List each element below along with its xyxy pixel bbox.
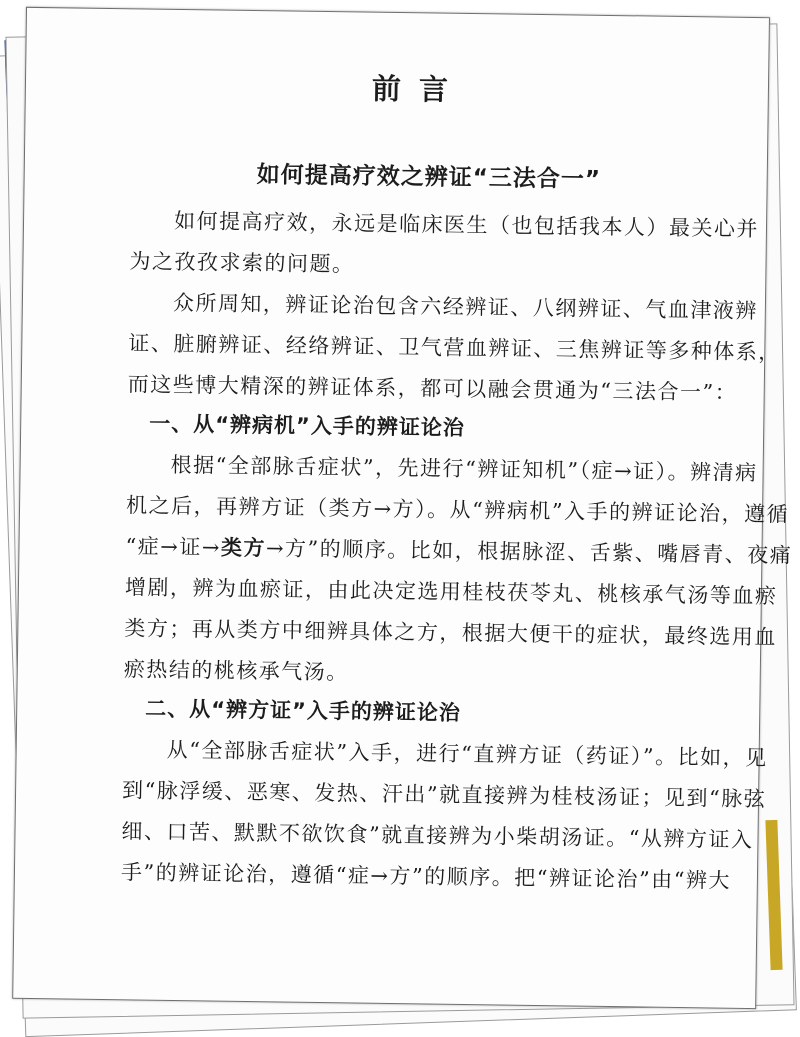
preface-title: 前言 [371,71,467,107]
section-heading-1: 一、从“辨病机”入手的辨证论治 [149,411,465,440]
section-1-line-1: 根据“全部脉舌症状”，先进行“辨证知机”（症→证）。辨清病 [170,452,758,486]
section-2-line-2: 到“脉浮缓、恶寒、发热、汗出”就直接辨为桂枝汤证；见到“脉弦 [121,778,767,812]
sequence-emphasis: 类方 [220,534,267,561]
section-2-line-3: 细、口苦、默默不欲饮食”就直接辨为小柴胡汤证。“从辨方证入 [121,819,754,853]
document-page [12,7,793,1009]
paragraph-2-line-3: 而这些博大精深的辨证体系，都可以融会贯通为“三法合一”： [127,372,738,405]
paragraph-1-line-1: 如何提高疗效，永远是临床医生（也包括我本人）最关心并 [173,208,760,242]
section-1-line-3 [125,532,792,569]
sequence-suffix: →方”的顺序。比如，根据脉涩、舌紫、嘴唇青、夜痛 [265,536,793,568]
section-1-line-6: 瘀热结的桃核承气汤。 [123,657,349,685]
sequence-prefix: “症→证→ [125,534,222,560]
section-2-line-1: 从“全部脉舌症状”入手，进行“直辨方证（药证）”。比如，见 [166,737,768,771]
section-1-line-5: 类方；再从类方中细辨具体之方，根据大便干的症状，最终选用血 [124,616,777,650]
article-title: 如何提高疗效之辨证“三法合一” [256,162,602,193]
paragraph-2-line-2: 证、脏腑辨证、经络辨证、卫气营血辨证、三焦辨证等多种体系， [128,331,781,365]
section-1-line-4: 增剧，辨为血瘀证，由此决定选用桂枝茯苓丸、桃核承气汤等血瘀 [124,575,778,609]
paragraph-1-line-2: 为之孜孜求索的问题。 [129,249,355,277]
section-2-line-4: 手”的辨证论治，遵循“症→方”的顺序。把“辨证论治”由“辨大 [120,860,732,893]
page-content [13,8,793,1008]
section-1-line-2: 机之后，再辨方证（类方→方）。从“辨病机”入手的辨证论治，遵循 [125,493,790,527]
section-heading-2: 二、从“辨方证”入手的辨证论治 [145,696,461,725]
paragraph-2-line-1: 众所周知，辨证论治包含六经辨证、八纲辨证、气血津液辨 [172,290,759,324]
